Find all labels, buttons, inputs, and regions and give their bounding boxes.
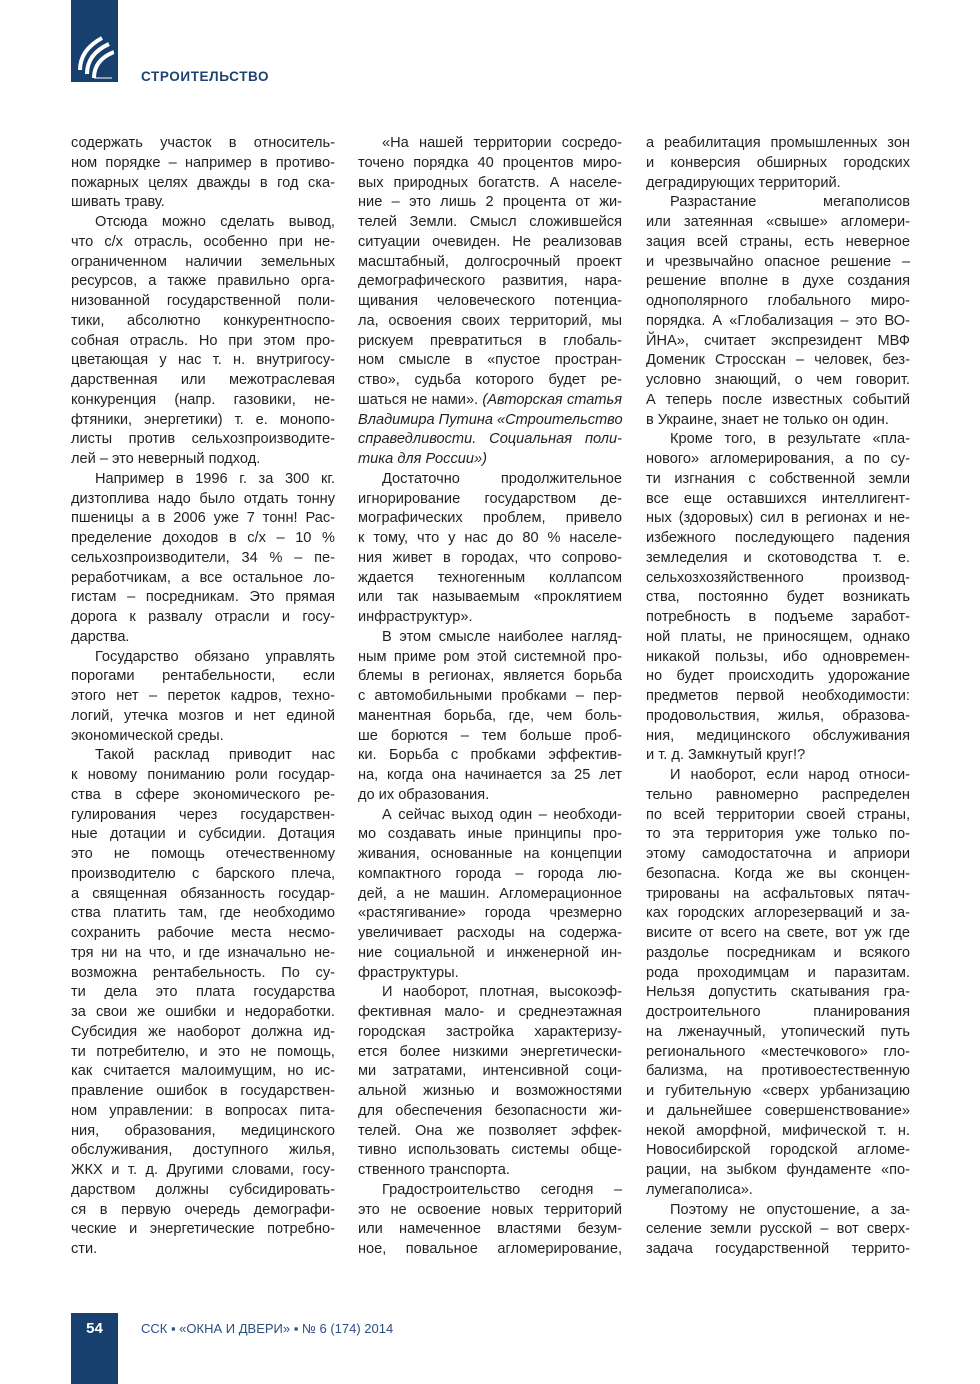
text-line: раздолье посредникам и всякого: [646, 944, 910, 961]
text-line: рода проходимцам и паразитам.: [646, 964, 910, 981]
text-line: Поэтому не опустошение, а за-: [670, 1201, 910, 1218]
text-line: В этом смысле наиболее нагляд-: [382, 628, 622, 645]
text-line: безопасна. Когда же вы сконцен-: [646, 865, 910, 882]
text-line: порядка. А «Глобализация – это ВО-: [646, 312, 910, 329]
text-line: городская застройка характеризу-: [358, 1023, 622, 1040]
text-line: ным приме ром этой системной про-: [358, 648, 622, 665]
paragraph: [71, 746, 335, 1260]
text-line: ла, освоения своих территорий, мы: [358, 312, 622, 329]
text-line: дей, а не машин. Агломерационное: [358, 885, 622, 902]
text-line: ситуации очевиден. Не реализовав: [358, 233, 622, 250]
text-line: это не помощь отечественному: [71, 846, 335, 862]
paragraph: [358, 470, 622, 628]
text-line: к тому, что у нас до 80 % населе-: [358, 530, 622, 546]
text-line: а священная обязанность государ-: [71, 885, 335, 902]
text-line: инфраструктур».: [358, 609, 473, 625]
text-line: производителю с барского плеча,: [71, 865, 335, 882]
text-line: телей Земли. Смысл сложившейся: [358, 214, 622, 230]
text-line: ных (здоровых) сил в регионах и не-: [646, 510, 910, 527]
text-line: возможна рентабельность. По су-: [71, 964, 335, 981]
text-column-1: [71, 134, 335, 1260]
text-line: тики, абсолютно конкурентноспо-: [71, 312, 335, 329]
paragraph: [646, 1201, 910, 1260]
text-line: потребность в подъеме заработ-: [646, 609, 910, 625]
text-line: реработчикам, а все остальное ло-: [71, 569, 335, 586]
text-line: сельхозпроизводители, 34 % – пе-: [71, 549, 335, 566]
text-line: ки. Борьба с пробками эффектив-: [358, 747, 622, 764]
page-number: 54: [86, 1320, 103, 1337]
paragraph: [71, 213, 335, 470]
text-line: альной жизнью и возможностями: [358, 1083, 622, 1099]
text-line: ство», судьба которого будет ре-: [358, 372, 622, 388]
text-line: в Украине, знает не только он один.: [646, 411, 889, 428]
text-line: И наоборот, если народ относи-: [670, 767, 910, 783]
text-line: Доменик Стросскан – человек, без-: [646, 352, 910, 369]
text-line: избежного последующего падения: [646, 530, 910, 546]
text-line: справедливости. Социальная поли-: [358, 431, 622, 448]
text-line: предметов первой необходимости:: [646, 688, 910, 704]
text-line: сти.: [71, 1241, 98, 1257]
text-line: никакой пользы, ибо одновремен-: [646, 648, 910, 665]
text-line: ства, постоянно будет возникать: [646, 589, 910, 606]
text-line: зация всей страны, есть неверное: [646, 233, 910, 250]
text-line: Разрастание мегаполисов: [670, 194, 910, 211]
text-line: [358, 391, 622, 411]
text-line: лумегаполиса».: [646, 1181, 753, 1198]
text-line: задача государственной террито-: [646, 1241, 910, 1257]
text-line: ти изгнания с собственной земли: [646, 470, 910, 487]
curved-stripes-logo-icon: [76, 34, 114, 80]
text-line: ное, повальное агломерирование,: [358, 1241, 622, 1257]
text-line: И наоборот, плотная, высокоэф-: [382, 984, 622, 1001]
text-line: Субсидия же наоборот должна ид-: [71, 1023, 335, 1040]
text-line: и т. д. Замкнутый круг!?: [646, 747, 806, 764]
text-line: то эта территория уже только по-: [646, 826, 910, 843]
text-line: и конверсия обширных городских: [646, 154, 910, 171]
text-line: обслуживания, доступного жилья,: [71, 1142, 335, 1159]
text-line: гистам – посредникам. Это прямая: [71, 589, 335, 606]
text-line: достроительного планирования: [646, 1004, 910, 1020]
text-line: решение вполне в духе создания: [646, 273, 910, 290]
text-line: Государство обязано управлять: [95, 648, 335, 665]
text-line: Кроме того, в результате «пла-: [670, 431, 910, 448]
paragraph: [358, 983, 622, 1181]
text-line: ния, медицинского обслуживания: [646, 727, 910, 744]
paragraph: [71, 470, 335, 648]
text-line: как считается малоимущим, но ис-: [71, 1063, 335, 1080]
text-line: Достаточно продолжительное: [382, 470, 622, 487]
text-line: ние – это лишь 2 процента от жи-: [358, 194, 622, 211]
text-line: или так называемым «проклятием: [358, 589, 622, 606]
text-line: игнорирование государством де-: [358, 490, 622, 507]
text-line: содержать участок в относитель-: [71, 135, 335, 151]
paragraph: [71, 648, 335, 747]
text-line: тря ни на что, и где изначально не-: [71, 944, 335, 961]
text-line: масштабный, долгосрочный проект: [358, 253, 622, 270]
text-line: «растягивание» города чрезмерно: [358, 905, 622, 922]
text-line: этому самодостаточна и априори: [646, 846, 910, 862]
text-line: цветающая у нас т. н. внутригосу-: [71, 352, 335, 369]
text-line: А теперь после известных событий: [646, 391, 910, 408]
text-line: с автомобильными пробками – пер-: [358, 688, 622, 704]
text-line: компактного города – города лю-: [358, 865, 622, 882]
text-line: ния, образования, медицинского: [71, 1122, 335, 1139]
text-line: или затеянная «свыше» агломери-: [646, 214, 910, 230]
text-line: манентная борьба, где, чем боль-: [358, 707, 622, 724]
text-line: ми затратами, интенсивной соци-: [358, 1063, 622, 1080]
text-line: ном порядке – например в противо-: [71, 154, 335, 171]
text-line: ках городских аглорезерваций и за-: [646, 905, 910, 922]
text-line: и губительную «сверх урбанизацию: [646, 1083, 910, 1099]
text-line: для обеспечения безопасности жи-: [358, 1102, 622, 1119]
paragraph: [358, 628, 622, 806]
publication-info: ССК ▪ «ОКНА И ДВЕРИ» ▪ № 6 (174) 2014: [141, 1321, 394, 1336]
section-title: СТРОИТЕЛЬСТВО: [141, 69, 270, 84]
text-line: щивания человеческого потенциа-: [358, 293, 622, 309]
text-line: экономической среды.: [71, 727, 224, 744]
footer-tab: [71, 1313, 118, 1384]
text-line: шивать траву.: [71, 194, 165, 211]
text-line: гулирования через государствен-: [71, 806, 335, 823]
text-line: ческие и энергетические потребно-: [71, 1221, 335, 1238]
text-line: Например в 1996 г. за 300 кг.: [95, 470, 335, 487]
paragraph: [358, 1181, 622, 1260]
text-span: шаться не нами».: [358, 391, 483, 408]
paragraph: [358, 134, 622, 470]
text-line: сохранить рабочие места несмо-: [71, 925, 335, 941]
paragraph: [71, 134, 335, 213]
text-line: тивно использовать системы обще-: [358, 1142, 622, 1159]
paragraph: [646, 134, 910, 193]
text-line: ше борются – тем больше проб-: [358, 727, 622, 744]
text-line: а реабилитация промышленных зон: [646, 135, 910, 151]
text-line: блемы в регионах, является борьба: [358, 668, 622, 685]
text-line: телей. Она же позволяет эффек-: [358, 1122, 622, 1139]
text-line: тика для России»): [358, 451, 487, 467]
text-line: А сейчас выход один – необходи-: [382, 806, 622, 823]
text-line: «На нашей территории сосредо-: [382, 135, 622, 151]
text-line: ние социальной и инженерной ин-: [358, 944, 622, 961]
text-line: дарством должны субсидировать-: [71, 1181, 335, 1198]
paragraph: [646, 430, 910, 766]
text-line: ограниченном наличии земельных: [71, 253, 335, 270]
text-line: дарственная или межотраслевая: [71, 372, 335, 388]
text-line: ном управлении: в вопросах пита-: [71, 1102, 335, 1119]
text-line: логий, утечка мозгов и нет единой: [71, 707, 335, 724]
text-column-3: [646, 134, 910, 1260]
text-line: нового» агломерирования, а по су-: [646, 451, 910, 467]
text-line: Отсюда можно сделать вывод,: [95, 214, 335, 230]
text-line: собная отрасль. Но при этом про-: [71, 332, 335, 349]
text-line: ния живет в городах, что сопрово-: [358, 549, 622, 566]
text-line: и чрезвычайно опасное решение –: [646, 253, 910, 270]
text-line: бализма, на противоестественную: [646, 1063, 910, 1080]
text-line: Новосибирской городской агломе-: [646, 1142, 910, 1159]
text-line: ся в первую очередь демографи-: [71, 1201, 335, 1218]
text-line: фтяники, энергетики) т. е. монопо-: [71, 411, 335, 428]
text-line: ти дела это плата государства: [71, 984, 335, 1001]
text-line: тельно равномерно распределен: [646, 786, 910, 803]
text-line: к новому пониманию роли государ-: [71, 767, 335, 783]
text-line: ется более низкими энергетически-: [358, 1043, 622, 1060]
text-line: мо создавать иные принципы про-: [358, 826, 622, 843]
italic-text: (Авторская статья: [482, 391, 622, 408]
text-line: ные дотации и субсидии. Дотация: [71, 826, 335, 843]
paragraph: [646, 193, 910, 430]
text-line: правление ошибок в государствен-: [71, 1083, 335, 1099]
text-line: висите от всего на свете, вот уж где: [646, 925, 910, 941]
text-line: ти потребителю, и это не помощь,: [71, 1043, 335, 1060]
text-line: мографических проблем, привело: [358, 510, 622, 527]
text-line: или намеченное властями безум-: [358, 1221, 622, 1238]
text-line: листы против сельхозпроизводите-: [71, 431, 335, 448]
text-line: ждается техногенным коллапсом: [358, 569, 622, 586]
text-line: Градостроительство сегодня –: [382, 1181, 622, 1198]
text-line: все еще оставшихся интеллигент-: [646, 490, 910, 507]
text-line: конкуренция (напр. газовики, не-: [71, 391, 335, 408]
text-line: ном смысле в «пустое простран-: [358, 352, 622, 369]
text-line: условно знающий, о чем говорит.: [646, 372, 910, 388]
text-line: Такой расклад приводит нас: [95, 747, 335, 764]
text-line: живания, основанные на концепции: [358, 846, 622, 862]
text-line: ства платить там, где необходимо: [71, 905, 335, 922]
text-line: ЖКХ и т. д. Другими словами, госу-: [71, 1162, 335, 1178]
text-line: Нельзя допустить скатывания гра-: [646, 984, 910, 1001]
text-line: пределение доходов в с/х – 10 %: [71, 530, 335, 546]
paragraph: [646, 766, 910, 1201]
text-line: ной платы, не приносящем, однако: [646, 628, 910, 645]
text-column-2: [358, 134, 622, 1260]
text-line: дизтоплива надо было отдать тонну: [71, 490, 335, 507]
text-line: на, когда она начинается за 25 лет: [358, 767, 622, 783]
text-line: Владимира Путина «Строительство: [358, 411, 623, 428]
text-line: дорога к развалу отрасли и госу-: [71, 609, 335, 625]
text-line: демографического развития, нара-: [358, 273, 622, 290]
text-line: ресурсов, а также правильно орга-: [71, 273, 335, 290]
text-line: ЙНА», считает экспрезидент МВФ: [646, 332, 910, 349]
text-line: продовольствия, жилья, образова-: [646, 707, 910, 724]
text-line: пшеницы а в 2006 уже 7 тонн! Рас-: [71, 510, 335, 527]
text-line: ственного транспорта.: [358, 1162, 510, 1178]
text-line: порогами рентабельности, если: [71, 668, 335, 685]
text-line: фективная мало- и среднеэтажная: [358, 1004, 622, 1020]
text-line: это не освоение новых территорий: [358, 1201, 622, 1218]
text-line: лей – это неверный подход.: [71, 451, 261, 467]
text-line: дарства.: [71, 628, 130, 645]
text-line: регионального «местечкового» гло-: [646, 1043, 910, 1060]
text-line: фраструктуры.: [358, 964, 459, 981]
text-line: деградирующих территорий.: [646, 174, 841, 191]
text-line: точено порядка 40 процентов миро-: [358, 154, 622, 171]
header-tab: [71, 0, 118, 82]
text-line: трированы на асфальтовых пятач-: [646, 885, 910, 902]
text-line: на лженаучный, утопический путь: [646, 1023, 910, 1040]
text-line: что с/х отрасль, особенно при не-: [71, 233, 335, 250]
text-line: однополярного глобального миро-: [646, 293, 910, 309]
text-line: но будет происходить удорожание: [646, 668, 910, 685]
text-line: вых природных богатств. А населе-: [358, 174, 622, 191]
text-line: за свои же ошибки и недоработки.: [71, 1004, 335, 1020]
text-line: и дальнейшее совершенствование»: [646, 1102, 910, 1119]
text-line: пожарных целях дважды в год ска-: [71, 174, 335, 191]
text-line: некой аморфной, мифической т. н.: [646, 1122, 910, 1139]
text-line: селение земли русской – вот сверх-: [646, 1221, 910, 1238]
text-line: земледелия и скотоводства т. е.: [646, 549, 910, 566]
text-line: по всей территории своей страны,: [646, 806, 910, 823]
text-line: этого нет – переток кадров, техно-: [71, 688, 335, 704]
text-line: ства в сфере экономического ре-: [71, 786, 335, 803]
text-line: низованной государственной поли-: [71, 293, 335, 309]
paragraph: [358, 806, 622, 984]
text-line: рискуем превратиться в глобаль-: [358, 332, 622, 349]
text-line: до их образования.: [358, 786, 490, 803]
text-line: рации, на зыбком фундаменте «по-: [646, 1162, 910, 1178]
text-line: увеличивает расходы на содержа-: [358, 925, 622, 941]
text-line: сельхозхозяйственного производ-: [646, 569, 910, 586]
